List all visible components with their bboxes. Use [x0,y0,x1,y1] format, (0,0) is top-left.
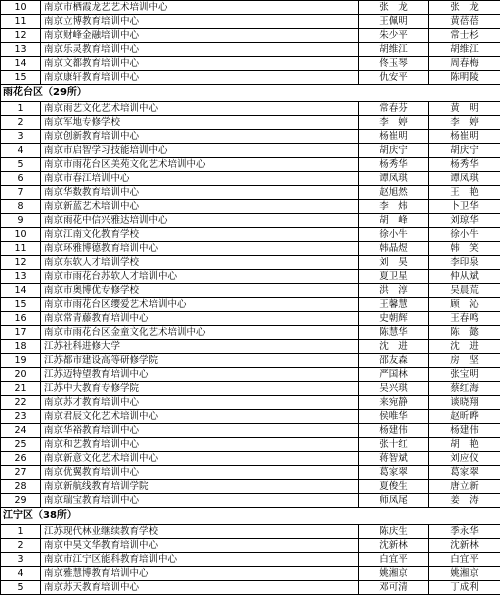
district-title: 江宁区（38所） [1,508,500,525]
row-number: 16 [1,312,41,326]
row-number: 17 [1,326,41,340]
table-row [1,29,500,43]
table-row [1,130,500,144]
principal-name: 王春鸣 [429,312,500,326]
table-row [1,452,500,466]
principal-name: 胡 艳 [429,438,500,452]
legal-representative: 沈新林 [359,539,429,553]
row-number: 14 [1,57,41,71]
table-row [1,172,500,186]
institution-name: 南京环雅博德教育培训中心 [41,242,359,256]
row-number: 20 [1,368,41,382]
institution-name: 江苏社科进修大学 [41,340,359,354]
row-number: 3 [1,130,41,144]
principal-name: 房 坚 [429,354,500,368]
principal-name: 杨秀华 [429,158,500,172]
institution-name: 南京雨艺文化艺术培训中心 [41,102,359,116]
legal-representative: 仇安平 [359,71,429,85]
legal-representative: 李 炜 [359,200,429,214]
row-number: 11 [1,15,41,29]
legal-representative: 张十红 [359,438,429,452]
legal-representative: 王馨慧 [359,298,429,312]
principal-name: 沈 进 [429,340,500,354]
table-row [1,410,500,424]
legal-representative: 邵友森 [359,354,429,368]
principal-name: 季永华 [429,525,500,539]
row-number: 23 [1,410,41,424]
institution-name: 南京新蓝艺术培训中心 [41,200,359,214]
row-number: 12 [1,256,41,270]
table-row [1,298,500,312]
institution-name: 南京军地专修学校 [41,116,359,130]
principal-name: 顾 沁 [429,298,500,312]
district-header-row [1,85,500,102]
institution-name: 南京市春江培训中心 [41,172,359,186]
row-number: 4 [1,567,41,581]
legal-representative: 胡庆宁 [359,144,429,158]
row-number: 2 [1,539,41,553]
table-row [1,368,500,382]
institution-name: 南京中昊文华教育培训中心 [41,539,359,553]
row-number: 28 [1,480,41,494]
row-number: 26 [1,452,41,466]
row-number: 19 [1,354,41,368]
institution-name: 南京瑞宝教育培训中心 [41,494,359,508]
legal-representative: 邓可清 [359,581,429,595]
institution-name: 南京苏才教育培训中心 [41,396,359,410]
table-row [1,382,500,396]
institution-name: 江苏都市建设高等研修学院 [41,354,359,368]
principal-name: 沈新林 [429,539,500,553]
legal-representative: 杨建伟 [359,424,429,438]
principal-name: 丁成利 [429,581,500,595]
institution-name: 南京雨花中信兴雅达培训中心 [41,214,359,228]
table-row [1,256,500,270]
table-row [1,396,500,410]
legal-representative: 师凤尾 [359,494,429,508]
legal-representative: 王佩明 [359,15,429,29]
principal-name: 胡维江 [429,43,500,57]
legal-representative: 白宜平 [359,553,429,567]
institution-name: 南京和艺教育培训中心 [41,438,359,452]
legal-representative: 赵旭然 [359,186,429,200]
row-number: 8 [1,200,41,214]
principal-name: 徐小牛 [429,228,500,242]
institution-name: 南京立博教育培训中心 [41,15,359,29]
table-row [1,214,500,228]
row-number: 4 [1,144,41,158]
table-row [1,200,500,214]
legal-representative: 侯唯华 [359,410,429,424]
row-number: 10 [1,1,41,15]
legal-representative: 杨崔明 [359,130,429,144]
institution-name: 南京市奥博优专修学校 [41,284,359,298]
institution-name: 南京华数教育培训中心 [41,186,359,200]
legal-representative: 杨秀华 [359,158,429,172]
institution-name: 南京新意文化艺术培训中心 [41,452,359,466]
table-row [1,71,500,85]
legal-representative: 胡维江 [359,43,429,57]
legal-representative: 李 婷 [359,116,429,130]
institution-name: 南京创新教育培训中心 [41,130,359,144]
principal-name: 杨崔明 [429,130,500,144]
principal-name: 李印泉 [429,256,500,270]
principal-name: 赵昕晔 [429,410,500,424]
legal-representative: 胡 峰 [359,214,429,228]
principal-name: 姚湘京 [429,567,500,581]
legal-representative: 洪 淳 [359,284,429,298]
row-number: 24 [1,424,41,438]
table-row [1,228,500,242]
row-number: 2 [1,116,41,130]
legal-representative: 陈庆生 [359,525,429,539]
table-row [1,242,500,256]
institution-name: 南京市江宁区能科教育培训中心 [41,553,359,567]
row-number: 13 [1,270,41,284]
principal-name: 谭凤琪 [429,172,500,186]
table-row [1,326,500,340]
legal-representative: 刘 昊 [359,256,429,270]
principal-name: 张宝明 [429,368,500,382]
principal-name: 王 艳 [429,186,500,200]
principal-name: 黄 明 [429,102,500,116]
principal-name: 周春梅 [429,57,500,71]
legal-representative: 蒋智斌 [359,452,429,466]
institution-name: 南京苏天教育培训中心 [41,581,359,595]
row-number: 5 [1,158,41,172]
district-title: 雨花台区（29所） [1,85,500,102]
table-row [1,270,500,284]
institution-name: 江苏迈特望教育培训中心 [41,368,359,382]
institution-name: 南京常青藤教育培训中心 [41,312,359,326]
row-number: 15 [1,298,41,312]
institution-name: 南京康轩教育培训中心 [41,71,359,85]
institution-name: 南京市启智学习技能培训中心 [41,144,359,158]
principal-name: 蔡红海 [429,382,500,396]
row-number: 7 [1,186,41,200]
legal-representative: 张 龙 [359,1,429,15]
institution-name: 江苏中大教育专修学院 [41,382,359,396]
row-number: 3 [1,553,41,567]
table-row [1,438,500,452]
row-number: 10 [1,228,41,242]
table-row [1,43,500,57]
legal-representative: 史朝辉 [359,312,429,326]
row-number: 13 [1,43,41,57]
institution-name: 南京雅慧博教育培训中心 [41,567,359,581]
table-row [1,144,500,158]
institution-name: 南京华裕教育培训中心 [41,424,359,438]
principal-name: 姜 涛 [429,494,500,508]
row-number: 25 [1,438,41,452]
row-number: 11 [1,242,41,256]
table-row [1,494,500,508]
institution-name: 南京君辰文化艺术培训中心 [41,410,359,424]
institution-name: 南京新航线教育培训学院 [41,480,359,494]
institution-name: 南京东软人才培训学校 [41,256,359,270]
table-row [1,567,500,581]
legal-representative: 葛家翠 [359,466,429,480]
principal-name: 卜卫华 [429,200,500,214]
legal-representative: 夏卫星 [359,270,429,284]
row-number: 1 [1,102,41,116]
principal-name: 白宜平 [429,553,500,567]
row-number: 14 [1,284,41,298]
legal-representative: 吴兴琪 [359,382,429,396]
table-row [1,424,500,438]
legal-representative: 佟玉琴 [359,57,429,71]
table-row [1,466,500,480]
table-row [1,340,500,354]
principal-name: 陈 懿 [429,326,500,340]
legal-representative: 夏俊生 [359,480,429,494]
institution-name: 南京江南文化教育学校 [41,228,359,242]
table-row [1,284,500,298]
principal-name: 胡庆宁 [429,144,500,158]
legal-representative: 韩晶煜 [359,242,429,256]
table-row [1,480,500,494]
institution-name: 南京市雨花台区缨爱艺术培训中心 [41,298,359,312]
table-row [1,15,500,29]
institution-name: 南京财峰金融培训中心 [41,29,359,43]
principal-name: 陈明陵 [429,71,500,85]
principal-name: 李 婷 [429,116,500,130]
row-number: 12 [1,29,41,43]
institution-name: 南京市雨花台区美苑文化艺术培训中心 [41,158,359,172]
table-row [1,1,500,15]
principal-name: 韩 笑 [429,242,500,256]
table-row [1,102,500,116]
institution-name: 南京市雨花台苏软人才培训中心 [41,270,359,284]
district-header-row [1,508,500,525]
table-row [1,312,500,326]
legal-representative: 来宛静 [359,396,429,410]
principal-name: 刘应仪 [429,452,500,466]
principal-name: 仲从斌 [429,270,500,284]
row-number: 18 [1,340,41,354]
principal-name: 谈晓翔 [429,396,500,410]
legal-representative: 谭凤琪 [359,172,429,186]
row-number: 6 [1,172,41,186]
row-number: 29 [1,494,41,508]
row-number: 21 [1,382,41,396]
legal-representative: 沈 进 [359,340,429,354]
row-number: 9 [1,214,41,228]
legal-representative: 徐小牛 [359,228,429,242]
legal-representative: 姚湘京 [359,567,429,581]
principal-name: 张 龙 [429,1,500,15]
principal-name: 刘琼华 [429,214,500,228]
table-row [1,553,500,567]
legal-representative: 严国林 [359,368,429,382]
table-row [1,581,500,595]
institution-name: 南京市栖霞龙艺艺术培训中心 [41,1,359,15]
institution-name: 南京乐灵教育培训中心 [41,43,359,57]
table-row [1,57,500,71]
table-row [1,116,500,130]
table-row [1,158,500,172]
legal-representative: 朱少平 [359,29,429,43]
principal-name: 常士杉 [429,29,500,43]
legal-representative: 陈慧华 [359,326,429,340]
table-row [1,525,500,539]
row-number: 15 [1,71,41,85]
table-row [1,354,500,368]
principal-name: 吴晨荒 [429,284,500,298]
institution-name: 南京文都教育培训中心 [41,57,359,71]
principal-name: 唐立新 [429,480,500,494]
table-row [1,539,500,553]
row-number: 27 [1,466,41,480]
row-number: 5 [1,581,41,595]
institution-name: 南京优翼教育培训中心 [41,466,359,480]
row-number: 1 [1,525,41,539]
institution-name: 南京市雨花台区金童文化艺术培训中心 [41,326,359,340]
row-number: 22 [1,396,41,410]
institution-name: 江苏现代林业继续教育学校 [41,525,359,539]
principal-name: 葛家翠 [429,466,500,480]
legal-representative: 常春芬 [359,102,429,116]
principal-name: 杨建伟 [429,424,500,438]
principal-name: 黄蓓蓓 [429,15,500,29]
table-row [1,186,500,200]
